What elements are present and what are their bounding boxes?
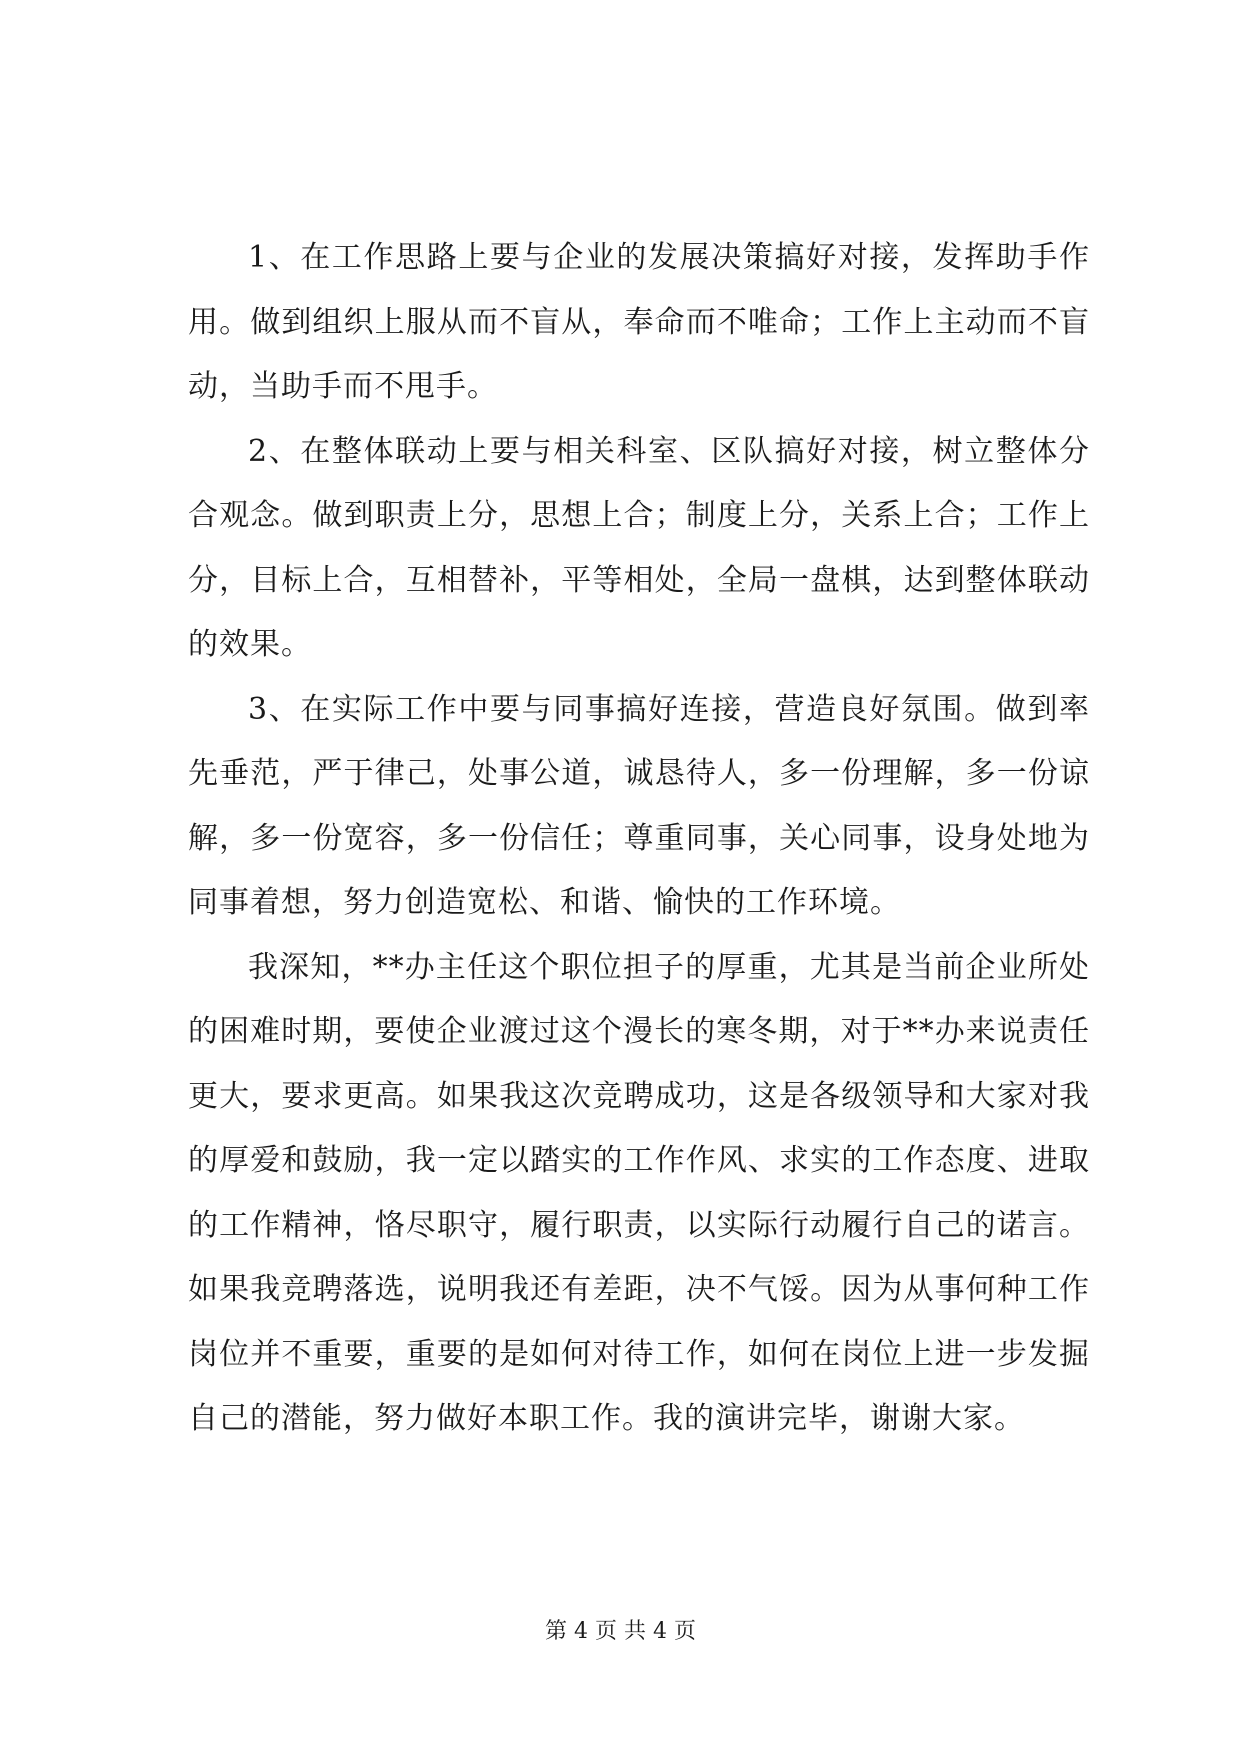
paragraph-3: 3、在实际工作中要与同事搞好连接，营造良好氛围。做到率先垂范，严于律己，处事公道，诚恳待人，多一份理解，多一份谅解，多一份宽容，多一份信任；尊重同事，关心同事，设身处地为同事着想，努力创造宽松、和谐、愉快的工作环境。 (188, 691, 1090, 920)
document-body (188, 226, 1090, 1452)
paragraph-4: 我深知，**办主任这个职位担子的厚重，尤其是当前企业所处的困难时期，要使企业渡过这个漫长的寒冬期，对于**办来说责任更大，要求更高。如果我这次竞聘成功，这是各级领导和大家对我的厚爱和鼓励，我一定以踏实的工作作风、求实的工作态度、进取的工作精神，恪尽职守，履行职责，以实际行动履行自己的诺言。如果我竞聘落选，说明我还有差距，决不气馁。因为从事何种工作岗位并不重要，重要的是如何对待工作，如何在岗位上进一步发掘自己的潜能，努力做好本职工作。我的演讲完毕，谢谢大家。 (188, 949, 1090, 1436)
page-number-footer: 第 4 页 共 4 页 (545, 1619, 696, 1644)
paragraph-2: 2、在整体联动上要与相关科室、区队搞好对接，树立整体分合观念。做到职责上分，思想上合；制度上分，关系上合；工作上分，目标上合，互相替补，平等相处，全局一盘棋，达到整体联动的效果。 (188, 433, 1090, 662)
paragraph-1: 1、在工作思路上要与企业的发展决策搞好对接，发挥助手作用。做到组织上服从而不盲从，奉命而不唯命；工作上主动而不盲动，当助手而不甩手。 (188, 240, 1090, 404)
